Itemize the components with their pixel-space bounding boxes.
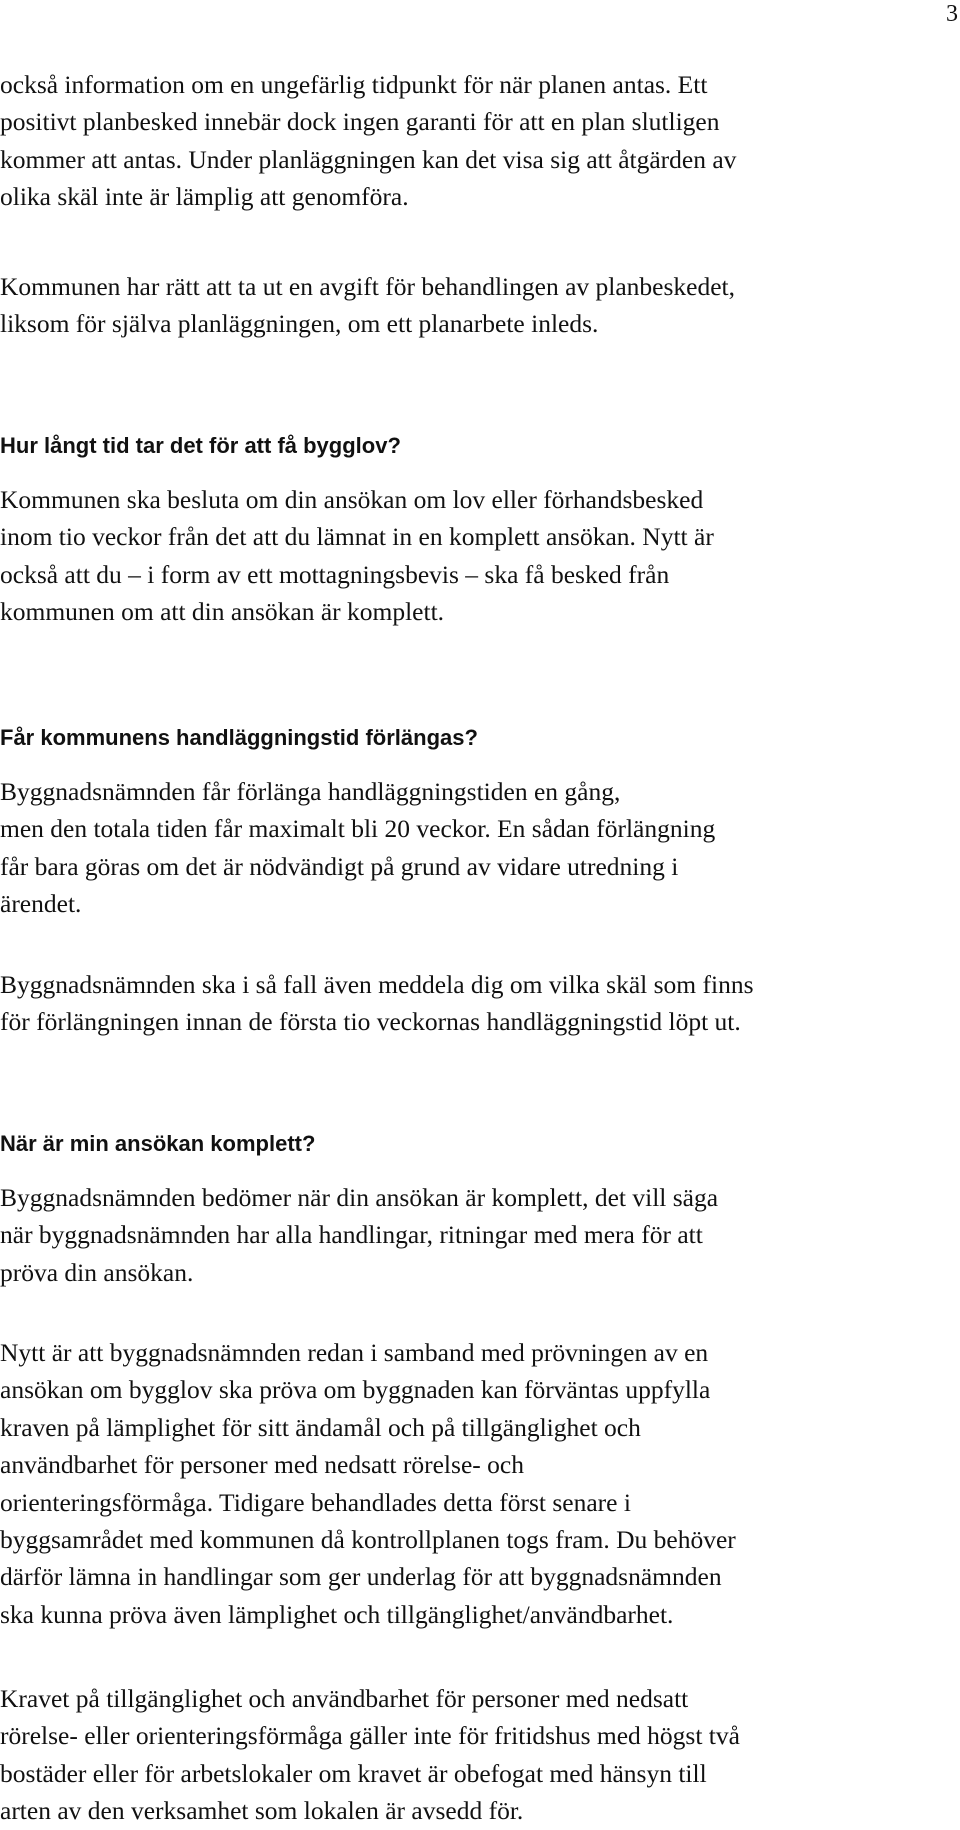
text-line: Byggnadsnämnden får förlänga handläggningstiden en gång, [0,777,621,806]
paragraph [0,773,955,923]
section-heading: Får kommunens handläggningstid förlängas? [0,725,478,750]
paragraph [0,481,955,631]
text-line: inom tio veckor från det att du lämnat in en komplett ansökan. Nytt är [0,522,714,552]
paragraph [0,66,955,216]
paragraph [0,1680,955,1830]
text-line: rörelse- eller orienteringsförmåga gäller inte för fritidshus med högst två [0,1721,740,1751]
text-line: arten av den verksamhet som lokalen är avsedd för. [0,1796,524,1826]
text-line: Byggnadsnämnden ska i så fall även meddela dig om vilka skäl som finns [0,970,754,999]
text-line: för förlängningen innan de första tio veckornas handläggningstid löpt ut. [0,1007,741,1037]
text-line: kraven på lämplighet för sitt ändamål och på tillgänglighet och [0,1412,641,1442]
text-line: Nytt är att byggnadsnämnden redan i samband med prövningen av en [0,1338,709,1367]
text-line: positivt planbesked innebär dock ingen garanti för att en plan slutligen [0,107,720,137]
text-line: bostäder eller för arbetslokaler om kravet är obefogat med hänsyn till [0,1758,707,1788]
text-line: men den totala tiden får maximalt bli 20 veckor. En sådan förlängning [0,814,716,844]
section-heading: När är min ansökan komplett? [0,1131,316,1156]
text-line: pröva din ansökan. [0,1257,194,1287]
text-line: ärendet. [0,889,82,919]
text-line: olika skäl inte är lämplig att genomföra. [0,182,409,212]
section-heading: Hur långt tid tar det för att få bygglov? [0,433,401,458]
paragraph [0,1179,955,1291]
text-line: kommer att antas. Under planläggningen kan det visa sig att åtgärden av [0,144,737,174]
text-line: får bara göras om det är nödvändigt på grund av vidare utredning i [0,851,679,881]
text-line: kommunen om att din ansökan är komplett. [0,597,445,627]
text-line: Kravet på tillgänglighet och användbarhet för personer med nedsatt [0,1684,689,1713]
page-number: 3 [946,1,958,27]
paragraph [0,1334,955,1633]
text-line: därför lämna in handlingar som ger underlag för att byggnadsnämnden [0,1562,722,1592]
paragraph [0,268,955,343]
text-line: Kommunen ska besluta om din ansökan om lov eller förhandsbesked [0,485,704,514]
text-line: byggsamrådet med kommunen då kontrollplanen togs fram. Du behöver [0,1525,736,1555]
text-line: Byggnadsnämnden bedömer när din ansökan är komplett, det vill säga [0,1183,719,1212]
text-line: ansökan om bygglov ska pröva om byggnaden kan förväntas uppfylla [0,1375,711,1405]
text-line: också information om en ungefärlig tidpunkt för när planen antas. Ett [0,70,708,99]
text-line: användbarhet för personer med nedsatt rörelse- och [0,1450,524,1480]
paragraph [0,966,955,1041]
text-line: när byggnadsnämnden har alla handlingar, ritningar med mera för att [0,1220,703,1250]
text-line: orienteringsförmåga. Tidigare behandlades detta först senare i [0,1487,631,1517]
text-line: liksom för själva planläggningen, om ett planarbete inleds. [0,309,599,339]
text-line: ska kunna pröva även lämplighet och tillgänglighet/användbarhet. [0,1599,674,1629]
text-line: också att du – i form av ett mottagningsbevis – ska få besked från [0,559,670,589]
text-line: Kommunen har rätt att ta ut en avgift för behandlingen av planbeskedet, [0,272,736,301]
